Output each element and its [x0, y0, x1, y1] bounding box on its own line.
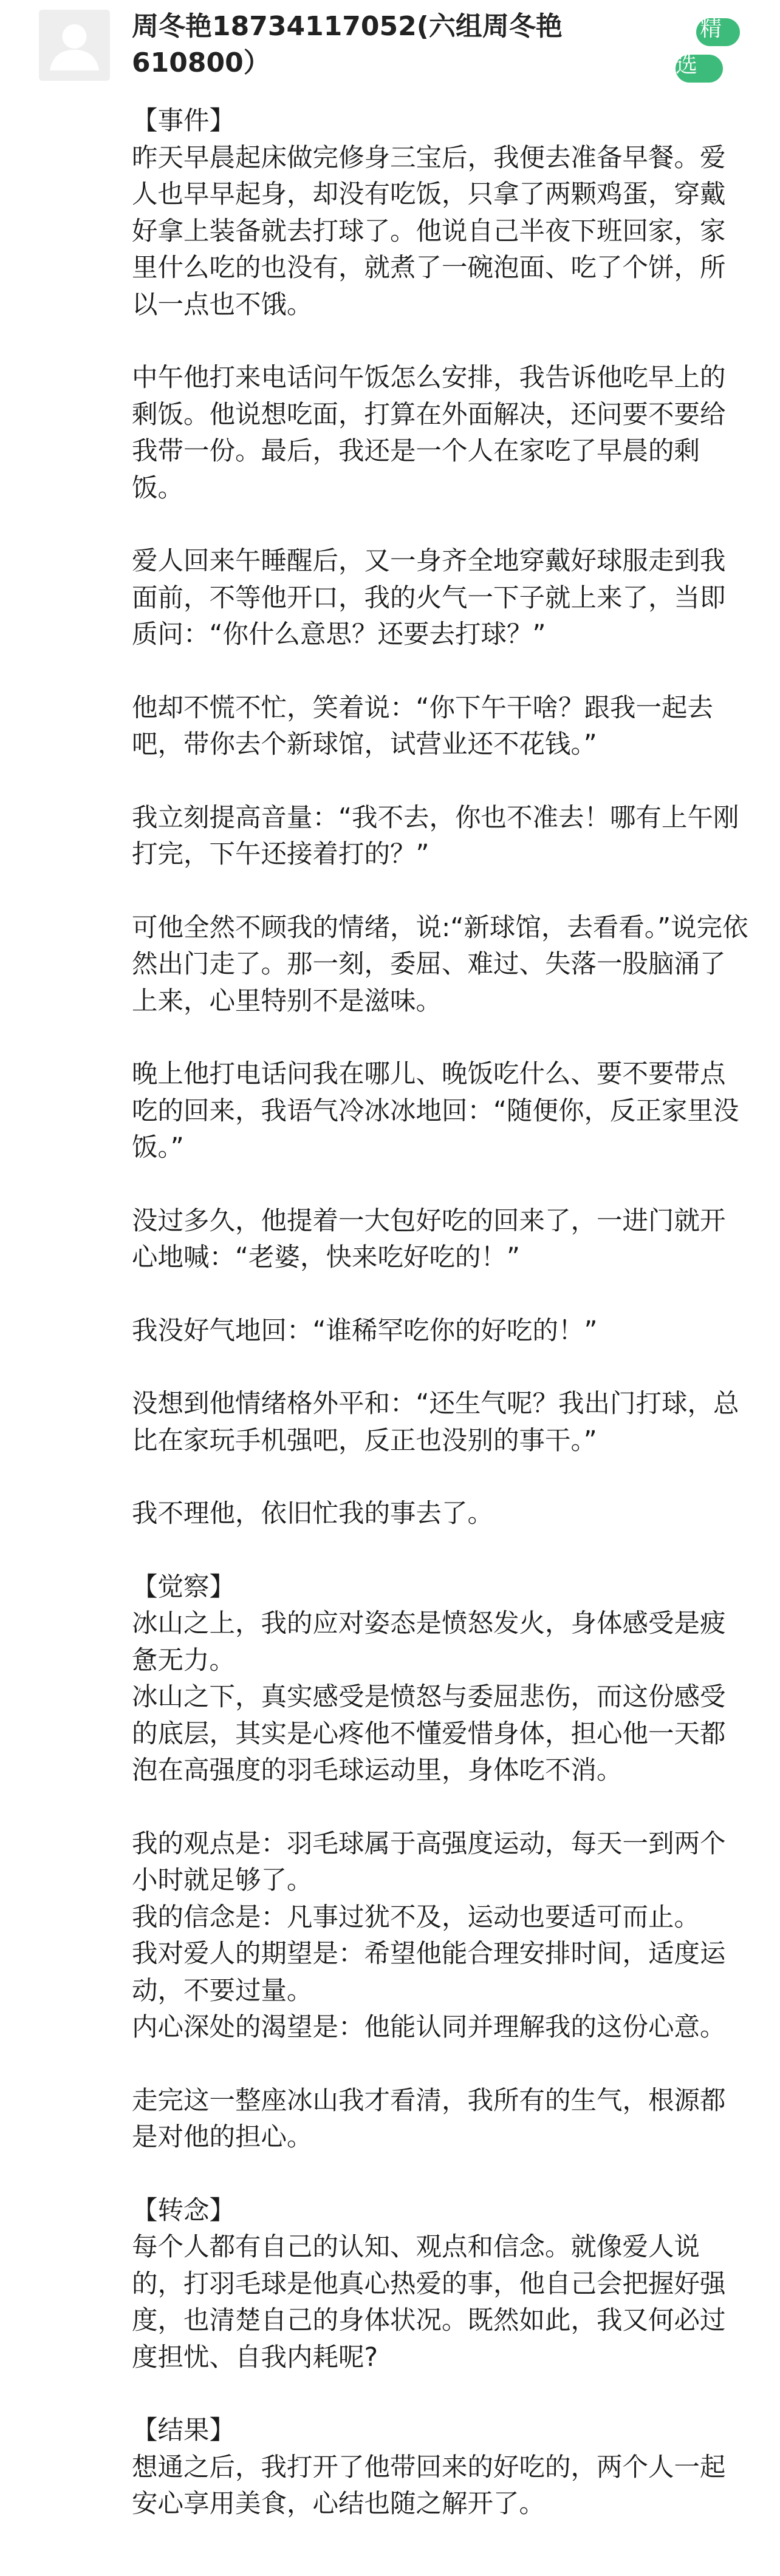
paragraph: 我没好气地回：“谁稀罕吃你的好吃的！”: [132, 1316, 598, 1346]
paragraph: 晚上他打电话问我在哪儿、晚饭吃什么、要不要带点吃的回来，我语气冷冰冰地回：“随便你，反正家里没饭。”: [132, 1059, 739, 1163]
paragraph: 爱人回来午睡醒后，又一身齐全地穿戴好球服走到我面前，不等他开口，我的火气一下子就上来了，当即质问：“你什么意思？还要去打球？”: [132, 546, 726, 650]
paragraph: 他却不慌不忙，笑着说：“你下午干啥？跟我一起去吧，带你去个新球馆，试营业还不花钱。”: [132, 693, 714, 760]
post-body: [132, 103, 748, 2560]
default-avatar-icon: [39, 10, 110, 81]
paragraph-beliefs: 我的观点是：羽毛球属于高强度运动，每天一到两个小时就足够了。 我的信念是：凡事过犹不及，运动也要适可而止。 我对爱人的期望是：希望他能合理安排时间，适度运动，不要过量。 内心深处的渴望是：他能认同并理解我的这份心意。: [132, 1829, 726, 2042]
paragraph: 我立刻提高音量：“我不去，你也不准去！哪有上午刚打完，下午还接着打的？”: [132, 803, 739, 869]
paragraph: 没想到他情绪格外平和：“还生气呢？我出门打球，总比在家玩手机强吧，反正也没别的事干。”: [132, 1389, 739, 1456]
paragraph: 中午他打来电话问午饭怎么安排，我告诉他吃早上的剩饭。他说想吃面，打算在外面解决，还问要不要给我带一份。最后，我还是一个人在家吃了早晨的剩饭。: [132, 363, 726, 503]
avatar[interactable]: [39, 10, 110, 81]
paragraph: 可他全然不顾我的情绪，说:“新球馆，去看看。”说完依然出门走了。那一刻，委屈、难过、失落一股脑涌了上来，心里特别不是滋味。: [132, 912, 748, 1016]
featured-badge-label: 精选: [676, 16, 722, 78]
paragraph-event-intro: 【事件】 昨天早晨起床做完修身三宝后，我便去准备早餐。爱人也早早起身，却没有吃饭，只拿了两颗鸡蛋，穿戴好拿上装备就去打球了。他说自己半夜下班回家，家里什么吃的也没有，就煮了一碗泡面、吃了个饼，所以一点也不饿。: [132, 106, 726, 320]
paragraph: 没过多久，他提着一大包好吃的回来了，一进门就开心地喊：“老婆，快来吃好吃的！”: [132, 1206, 726, 1273]
paragraph: 走完这一整座冰山我才看清，我所有的生气，根源都是对他的担心。: [132, 2085, 726, 2152]
author-name[interactable]: 周冬艳18734117052(六组周冬艳610800）: [132, 11, 563, 78]
paragraph-result: 【结果】 想通之后，我打开了他带回来的好吃的，两个人一起安心享用美食，心结也随之解开了。: [132, 2416, 726, 2519]
post-header: [0, 0, 780, 91]
featured-badge: [676, 11, 742, 84]
paragraph-reframe: 【转念】 每个人都有自己的认知、观点和信念。就像爱人说的，打羽毛球是他真心热爱的事，他自己会把握好强度，也清楚自己的身体状况。既然如此，我又何必过度担忧、自我内耗呢?: [132, 2195, 726, 2373]
paragraph: 我不理他，依旧忙我的事去了。: [132, 1499, 494, 1529]
paragraph-awareness: 【觉察】 冰山之上，我的应对姿态是愤怒发火，身体感受是疲惫无力。 冰山之下，真实感受是愤怒与委屈悲伤，而这份感受的底层，其实是心疼他不懂爱惜身体，担心他一天都泡在高强度的羽毛球运动里，身体吃不消。: [132, 1572, 726, 1786]
